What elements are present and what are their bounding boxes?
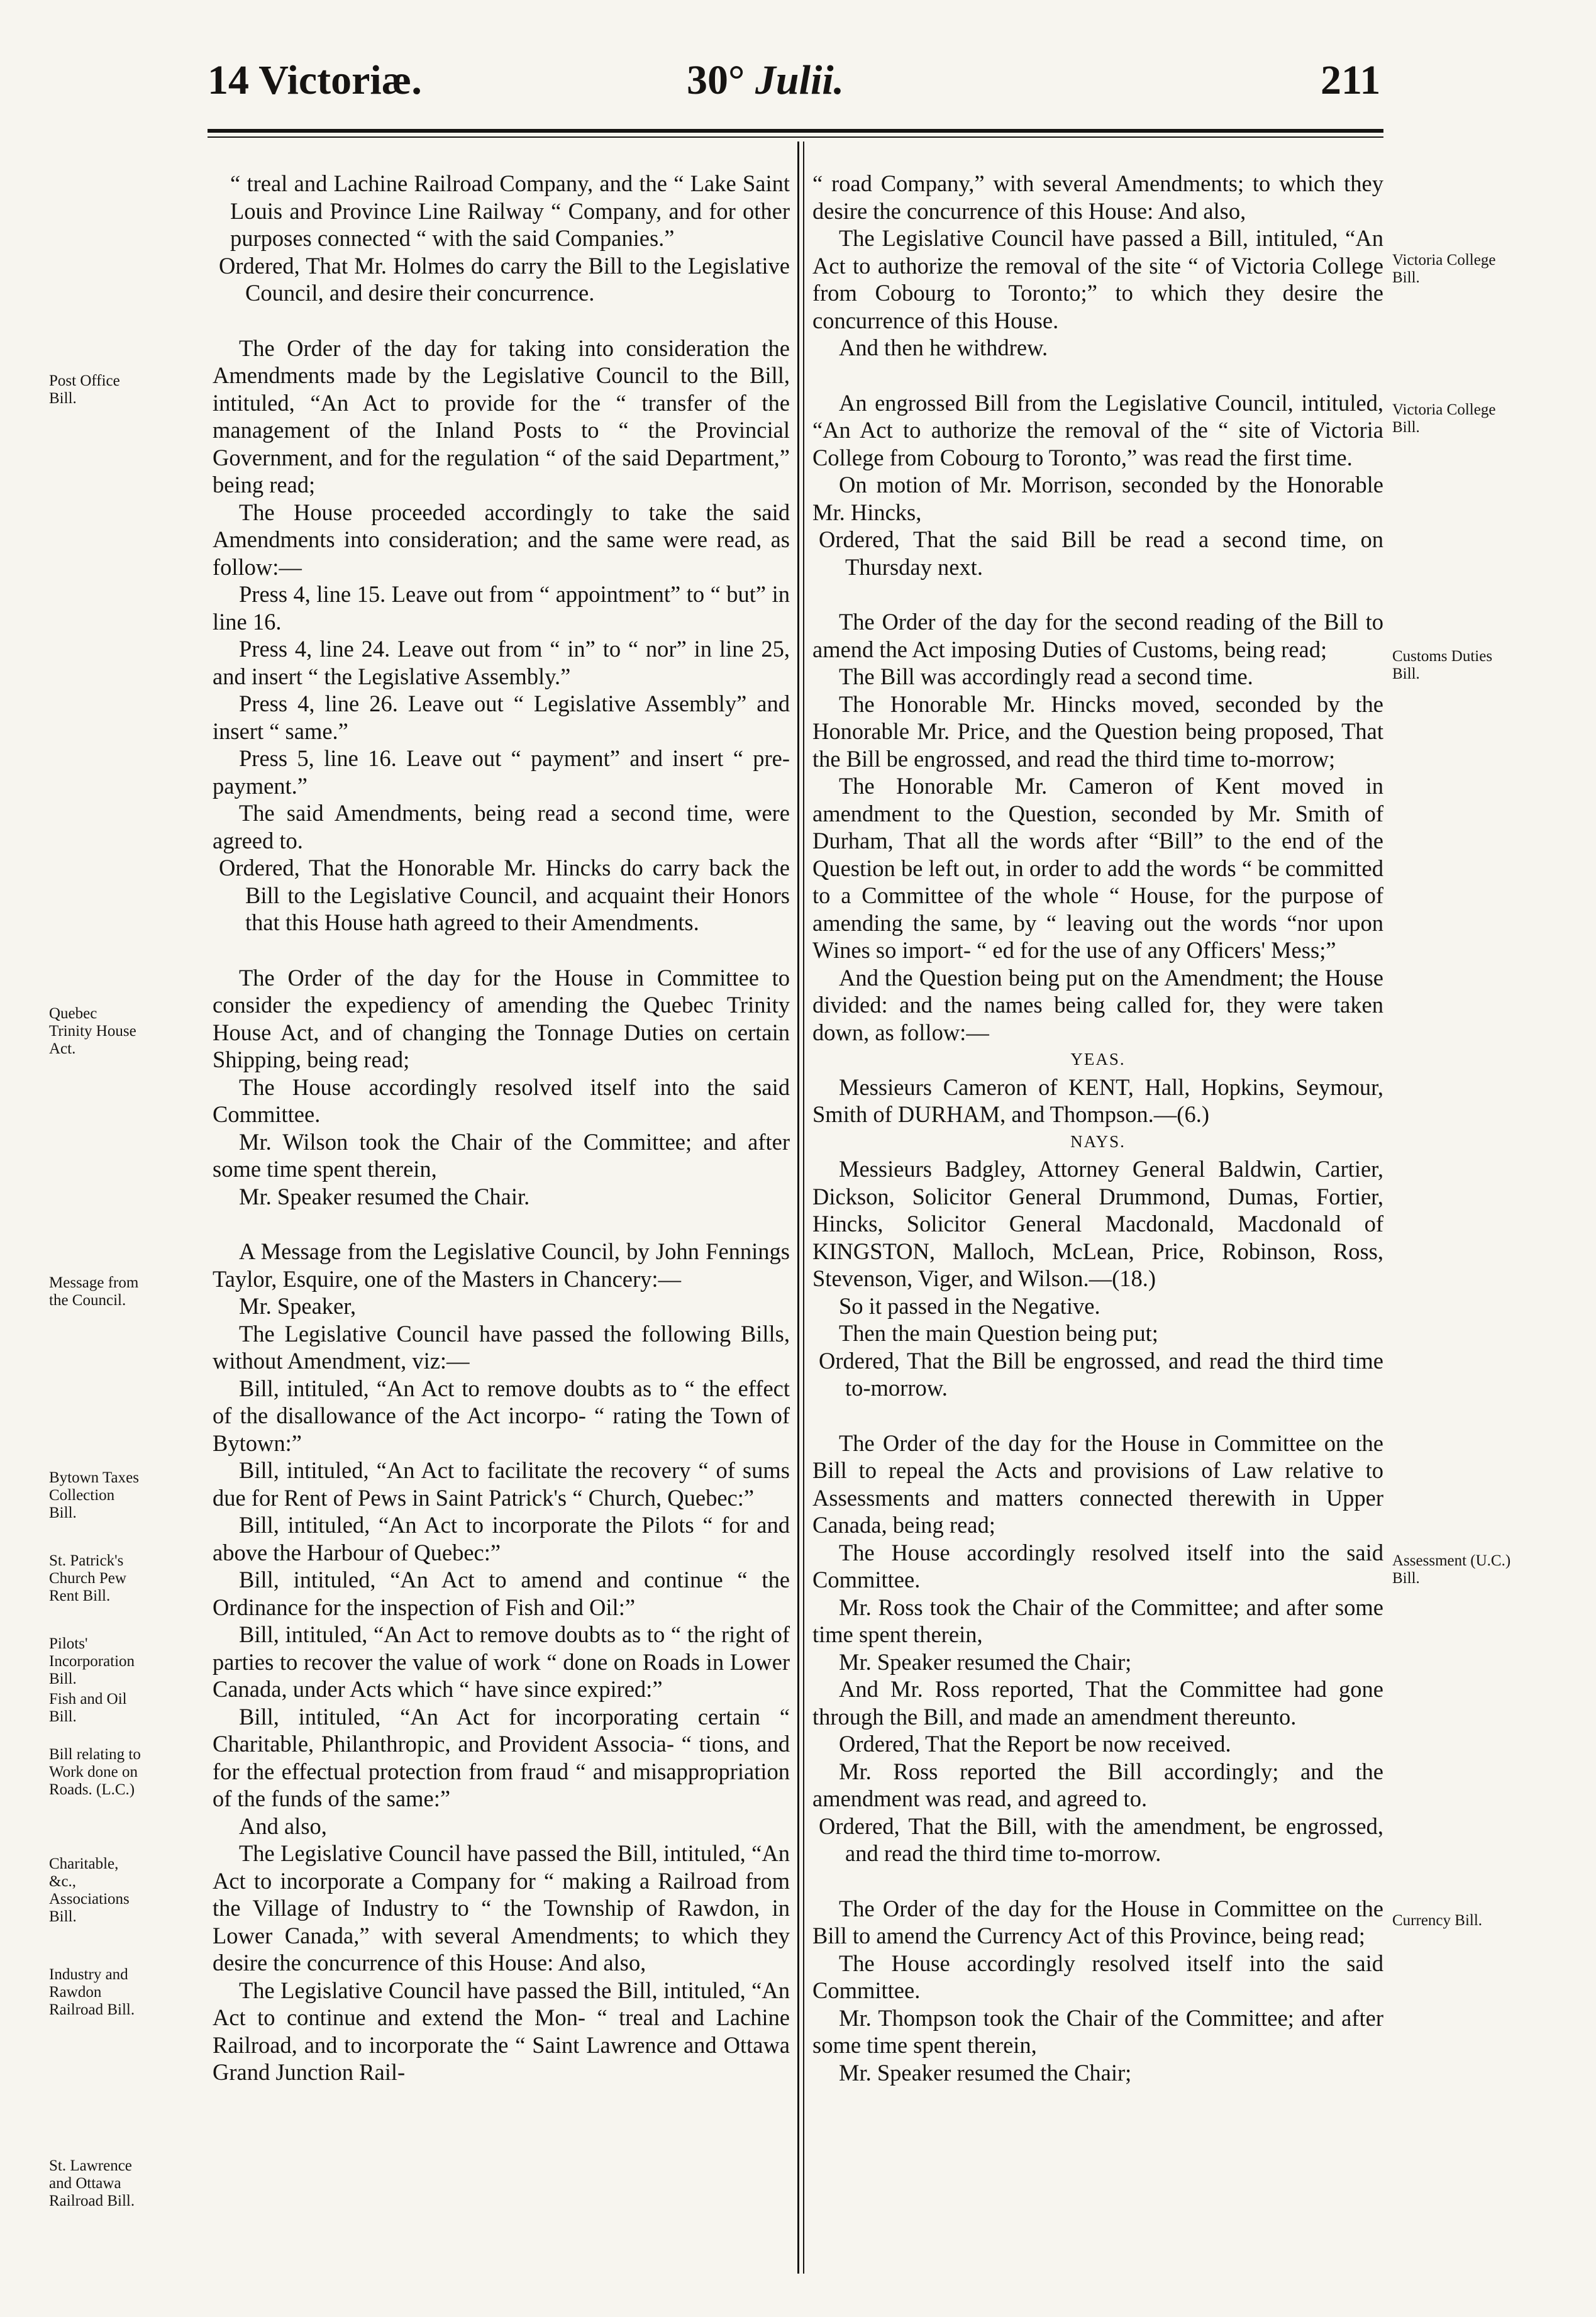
margin-note-roads: Bill relating to Work done on Roads. (L.C.) — [49, 1746, 141, 1798]
margin-note-industry: Industry and Rawdon Railroad Bill. — [49, 1966, 135, 2018]
paragraph: The Order of the day for the second reading of the Bill to amend the Act imposing Duties of Customs, being read; — [812, 609, 1383, 662]
page-number: 211 — [1321, 57, 1381, 103]
margin-note-quebec-trinity: Quebec Trinity House Act. — [49, 1005, 136, 1057]
right-column — [812, 170, 1383, 2086]
margin-note-currency: Currency Bill. — [1392, 1912, 1483, 1929]
paragraph: Mr. Speaker resumed the Chair; — [839, 2059, 1132, 2086]
paragraph: “ road Company,” with several Amendments; to which they desire the concurrence of this House: And also, — [812, 170, 1383, 224]
paragraph: And the Question being put on the Amendment; the House divided: and the names being called for, they were taken down, as follow:— — [812, 964, 1383, 1045]
paragraph: On motion of Mr. Morrison, seconded by the Honorable Mr. Hincks, — [812, 472, 1383, 525]
paragraph: Mr. Speaker resumed the Chair. — [239, 1183, 530, 1209]
paragraph: Mr. Wilson took the Chair of the Committee; and after some time spent therein, — [213, 1128, 790, 1182]
margin-note-message: Message from the Council. — [49, 1274, 139, 1309]
header-date-day: 30° — [687, 57, 745, 103]
paragraph: Press 4, line 26. Leave out “ Legislative Assembly” and insert “ same.” — [213, 691, 790, 744]
paragraph: The House accordingly resolved itself into the said Committee. — [812, 1950, 1383, 2003]
paragraph: The House accordingly resolved itself into the said Committee. — [812, 1539, 1383, 1592]
paragraph: Bill, intituled, “An Act for incorporating certain “ Charitable, Philanthropic, and Provident Associa- “ tions, and for the effectual protection from fraud “ and misappropriation of the funds of the same:” — [213, 1703, 790, 1811]
paragraph: And also, — [239, 1813, 327, 1839]
paragraph: The Bill was accordingly read a second time. — [839, 664, 1253, 689]
paragraph: The Order of the day for the House in Committee to consider the expediency of amending the Quebec Trinity House Act, and of changing the Tonnage Duties on certain Shipping, being read; — [213, 964, 790, 1072]
paragraph: The Legislative Council have passed the following Bills, without Amendment, viz:— — [213, 1320, 790, 1374]
paragraph: Bill, intituled, “An Act to incorporate the Pilots “ for and above the Harbour of Quebec:” — [213, 1512, 790, 1565]
paragraph: An engrossed Bill from the Legislative Council, intituled, “An Act to authorize the removal of the “ site of Victoria College from Cobourg to Toronto,” was read the first time. — [812, 389, 1383, 470]
column-divider — [797, 142, 799, 2274]
paragraph: Messieurs Badgley, Attorney General Baldwin, Cartier, Dickson, Solicitor General Drummond, Dumas, Fortier, Hincks, Solicitor General Macdonald, Macdonald of KINGSTON, Malloch, McLean, Price, Robinson, Ross, Stevenson, Viger, and Wilson.—(18.) — [812, 1156, 1383, 1291]
margin-note-customs: Customs Duties Bill. — [1392, 648, 1493, 682]
paragraph: Ordered, That the Report be now received. — [839, 1731, 1231, 1757]
paragraph: Bill, intituled, “An Act to amend and continue “ the Ordinance for the inspection of Fish and Oil:” — [213, 1567, 790, 1620]
margin-note-fish: Fish and Oil Bill. — [49, 1691, 127, 1725]
margin-note-victoria-2: Victoria College Bill. — [1392, 401, 1496, 436]
margin-note-st-patricks: St. Patrick's Church Pew Rent Bill. — [49, 1552, 126, 1604]
division-heading-nays: NAYS. — [1070, 1131, 1126, 1151]
paragraph: And Mr. Ross reported, That the Committee had gone through the Bill, and made an amendment thereunto. — [812, 1676, 1383, 1730]
paragraph: The Legislative Council have passed a Bill, intituled, “An Act to authorize the removal of the site “ of Victoria College from Cobourg to Toronto;” to which they desire the concurrence of this House. — [812, 225, 1383, 333]
paragraph: The Legislative Council have passed the Bill, intituled, “An Act to incorporate a Company for “ making a Railroad from the Village of Industry to “ the Township of Rawdon, in Lower Canada,” with several Amendments; to which they desire the concurrence of this House: And also, — [213, 1840, 790, 1975]
margin-note-post-office: Post Office Bill. — [49, 372, 120, 407]
paragraph: Mr. Ross took the Chair of the Committee; and after some time spent therein, — [812, 1594, 1383, 1647]
paragraph: The Legislative Council have passed the Bill, intituled, “An Act to continue and extend the Mon- “ treal and Lachine Railroad, and to incorporate the “ Saint Lawrence and Ottawa Grand Junction Rail- — [213, 1977, 790, 2085]
paragraph: Bill, intituled, “An Act to remove doubts as to “ the effect of the disallowance of the Act incorpo- “ rating the Town of Bytown:” — [213, 1375, 790, 1456]
paragraph: “ treal and Lachine Railroad Company, and the “ Lake Saint Louis and Province Line Railway “ Company, and for other purposes connected “ with the said Companies.” — [230, 170, 790, 251]
order-paragraph: Ordered, That the said Bill be read a second time, on Thursday next. — [819, 526, 1383, 580]
header-regnal-year: 14 Victoriæ. — [208, 57, 422, 103]
margin-note-bytown: Bytown Taxes Collection Bill. — [49, 1469, 139, 1521]
paragraph: Mr. Speaker, — [239, 1293, 357, 1319]
paragraph: Then the main Question being put; — [839, 1320, 1158, 1346]
paragraph: The said Amendments, being read a second time, were agreed to. — [213, 800, 790, 853]
paragraph: And then he withdrew. — [839, 335, 1048, 360]
header-date-month: Julii. — [755, 57, 845, 103]
header-date — [687, 55, 844, 106]
paragraph: The Honorable Mr. Hincks moved, seconded by the Honorable Mr. Price, and the Question being proposed, That the Bill be engrossed, and read the third time to-morrow; — [812, 691, 1383, 772]
paragraph: Messieurs Cameron of KENT, Hall, Hopkins, Seymour, Smith of DURHAM, and Thompson.—(6.) — [812, 1074, 1383, 1127]
page-header — [0, 0, 1596, 119]
order-paragraph: Ordered, That the Honorable Mr. Hincks do carry back the Bill to the Legislative Council, and acquaint their Honors that this House hath agreed to their Amendments. — [219, 855, 790, 935]
header-rule-thin — [208, 136, 1383, 138]
order-paragraph: Ordered, That the Bill be engrossed, and read the third time to-morrow. — [819, 1347, 1383, 1401]
paragraph: So it passed in the Negative. — [839, 1292, 1100, 1319]
paragraph: Mr. Thompson took the Chair of the Committee; and after some time spent therein, — [812, 2004, 1383, 2058]
paragraph: The House proceeded accordingly to take the said Amendments into consideration; and the same were read, as follow:— — [213, 499, 790, 580]
paragraph: The Honorable Mr. Cameron of Kent moved in amendment to the Question, seconded by Mr. Smith of Durham, That all the words after “Bill” to the end of the Question be left out, in order to add the words “ be committed to a Committee of the whole “ House, for the purpose of amending the same, by “ leaving out the words “nor upon Wines so import- “ ed for the use of any Officers' Mess;” — [812, 773, 1383, 963]
margin-note-charitable: Charitable, &c., Associations Bill. — [49, 1855, 130, 1925]
margin-note-victoria-1: Victoria College Bill. — [1392, 252, 1496, 286]
paragraph: Mr. Ross reported the Bill accordingly; and the amendment was read, and agreed to. — [812, 1758, 1383, 1811]
paragraph: The Order of the day for the House in Committee on the Bill to repeal the Acts and provisions of Law relative to Assessments and matters connected therewith in Upper Canada, being read; — [812, 1430, 1383, 1538]
paragraph: Press 5, line 16. Leave out “ payment” and insert “ pre-payment.” — [213, 745, 790, 799]
paragraph: Mr. Speaker resumed the Chair; — [839, 1648, 1132, 1675]
left-column — [213, 170, 790, 2086]
margin-note-st-lawrence: St. Lawrence and Ottawa Railroad Bill. — [49, 2157, 135, 2209]
paragraph: Bill, intituled, “An Act to facilitate the recovery “ of sums due for Rent of Pews in Saint Patrick's “ Church, Quebec:” — [213, 1457, 790, 1511]
margin-note-assessment: Assessment (U.C.) Bill. — [1392, 1552, 1511, 1587]
margin-note-pilots: Pilots' Incorporation Bill. — [49, 1635, 135, 1687]
paragraph: Bill, intituled, “An Act to remove doubts as to “ the right of parties to recover the value of work “ done on Roads in Lower Canada, under Acts which “ have since expired:” — [213, 1621, 790, 1702]
paragraph: The Order of the day for taking into consideration the Amendments made by the Legislative Council to the Bill, intituled, “An Act to provide for the “ transfer of the management of the Inland Posts to “ the Provincial Government, and for the regulation “ of the said Department,” being read; — [213, 335, 790, 497]
order-paragraph: Ordered, That Mr. Holmes do carry the Bill to the Legislative Council, and desire their concurrence. — [219, 252, 790, 306]
division-heading-yeas: YEAS. — [1070, 1050, 1126, 1069]
paragraph: A Message from the Legislative Council, by John Fennings Taylor, Esquire, one of the Masters in Chancery:— — [213, 1238, 790, 1292]
column-divider-inner — [803, 142, 804, 2274]
paragraph: The Order of the day for the House in Committee on the Bill to amend the Currency Act of this Province, being read; — [812, 1895, 1383, 1948]
paragraph: Press 4, line 24. Leave out from “ in” to “ nor” in line 25, and insert “ the Legislative Assembly.” — [213, 636, 790, 689]
paragraph: The House accordingly resolved itself into the said Committee. — [213, 1074, 790, 1127]
paragraph: Press 4, line 15. Leave out from “ appointment” to “ but” in line 16. — [213, 581, 790, 635]
order-paragraph: Ordered, That the Bill, with the amendment, be engrossed, and read the third time to-morrow. — [819, 1813, 1383, 1866]
header-rule-thick — [208, 129, 1383, 133]
